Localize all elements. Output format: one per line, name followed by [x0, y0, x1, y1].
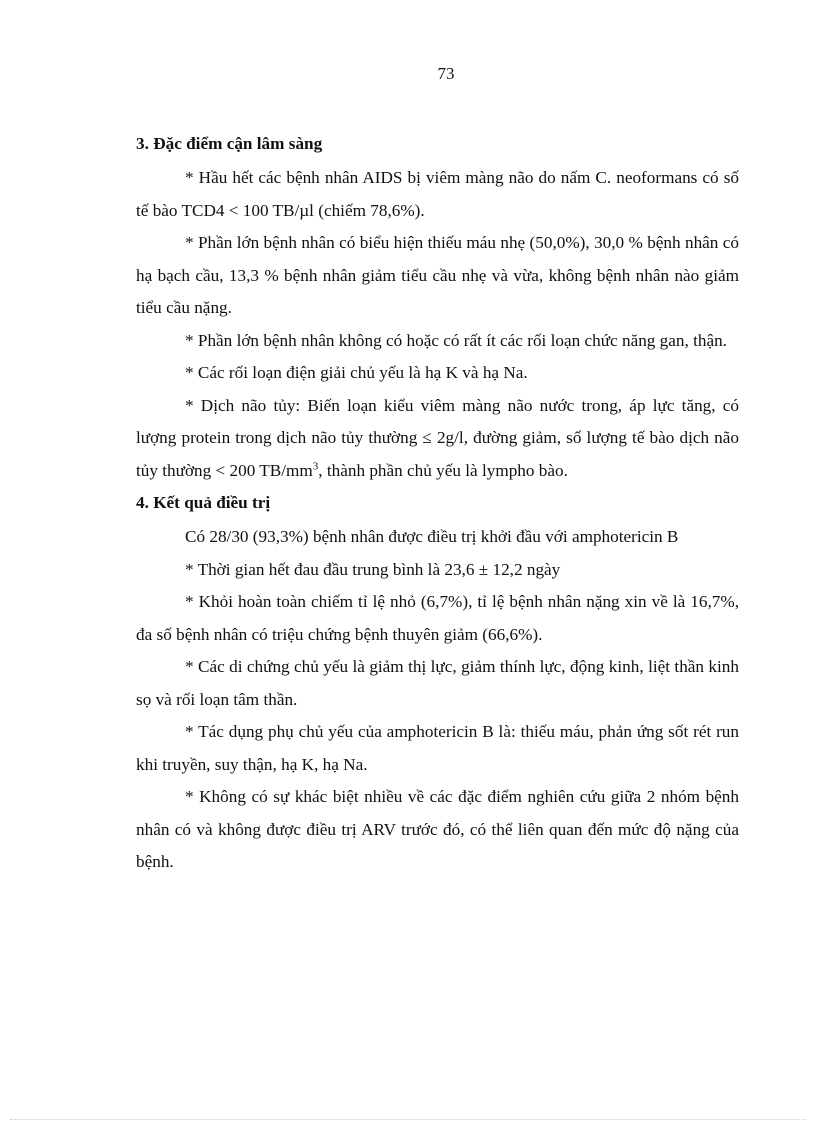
csf-text-after: , thành phần chủ yếu là lympho bào.	[318, 460, 568, 480]
csf-superscript: 3	[312, 459, 319, 472]
section-4-heading: 4. Kết quả điều trị	[136, 493, 271, 512]
section-3-paragraph-4: * Các rối loạn điện giải chủ yếu là hạ K và hạ Na.	[185, 363, 528, 382]
section-3-heading: 3. Đặc điểm cận lâm sàng	[136, 134, 323, 153]
page-number: 73	[437, 64, 455, 83]
section-3-csf-paragraph	[136, 390, 739, 488]
section-4-paragraph-6: * Không có sự khác biệt nhiều về các đặc điểm nghiên cứu giữa 2 nhóm bệnh nhân có và không được điều trị ARV trước đó, có thể liên quan đến mức độ nặng của bệnh.	[136, 787, 739, 871]
page-bottom-border	[10, 1119, 806, 1120]
section-4-paragraph-3: * Khỏi hoàn toàn chiếm tỉ lệ nhỏ (6,7%), tỉ lệ bệnh nhân nặng xin về là 16,7%, đa số bệnh nhân có triệu chứng bệnh thuyên giảm (66,6%).	[136, 592, 739, 644]
document-body	[136, 130, 739, 879]
section-4-paragraph-2: * Thời gian hết đau đầu trung bình là 23,6 ± 12,2 ngày	[185, 559, 561, 579]
section-4-paragraph-1: Có 28/30 (93,3%) bệnh nhân được điều trị khởi đầu với amphotericin B	[185, 527, 679, 546]
section-3-paragraph-2: * Phần lớn bệnh nhân có biểu hiện thiếu máu nhẹ (50,0%), 30,0 % bệnh nhân có hạ bạch cầu, 13,3 % bệnh nhân giảm tiểu cầu nhẹ và vừa, không bệnh nhân nào giảm tiểu cầu nặng.	[136, 233, 739, 317]
section-4-paragraph-4: * Các di chứng chủ yếu là giảm thị lực, giảm thính lực, động kinh, liệt thần kinh sọ và rối loạn tâm thần.	[136, 657, 739, 709]
section-3-paragraph-3: * Phần lớn bệnh nhân không có hoặc có rất ít các rối loạn chức năng gan, thận.	[185, 330, 727, 350]
section-4-paragraph-5: * Tác dụng phụ chủ yếu của amphotericin B là: thiếu máu, phản ứng sốt rét run khi truyền, suy thận, hạ K, hạ Na.	[136, 722, 739, 774]
section-3-paragraph-1: * Hầu hết các bệnh nhân AIDS bị viêm màng não do nấm C. neoformans có số tế bào TCD4 < 100 TB/µl (chiếm 78,6%).	[136, 168, 739, 220]
csf-text-before: * Dịch não tủy: Biến loạn kiểu viêm màng não nước trong, áp lực tăng, có lượng protein trong dịch não tủy thường ≤ 2g/l, đường giảm, số lượng tế bào dịch não tủy thường < 200 TB/mm	[136, 395, 739, 480]
